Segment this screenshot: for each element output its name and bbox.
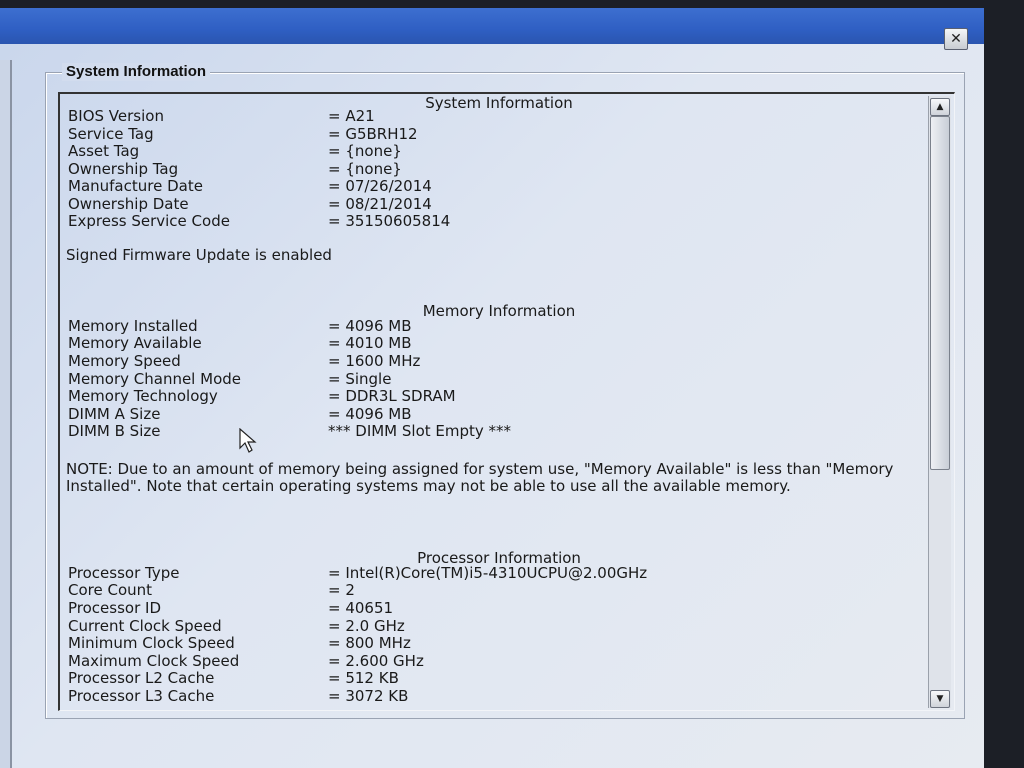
groupbox-title: System Information (62, 63, 210, 81)
section-title-memory: Memory Information (422, 302, 576, 320)
close-button[interactable] (944, 28, 968, 50)
scroll-up-arrow-icon: ▲ (936, 102, 944, 112)
section-title-system: System Information (425, 94, 573, 112)
scroll-down-button[interactable] (930, 690, 950, 708)
scrollbar-thumb[interactable] (930, 116, 950, 470)
scroll-up-button[interactable] (930, 98, 950, 116)
window-titlebar (0, 8, 984, 44)
navigation-pane-edge[interactable] (0, 60, 12, 768)
memory-note: NOTE: Due to an amount of memory being assigned for system use, "Memory Available" is less than "Memory Installed". Note that certain operating systems may not be able to use all the available memory. (66, 460, 894, 495)
section-title-processor: Processor Information (417, 549, 581, 567)
mouse-pointer-icon (238, 428, 258, 454)
firmware-update-status: Signed Firmware Update is enabled (66, 246, 332, 264)
close-icon: ✕ (950, 31, 962, 47)
info-content: System Information BIOS Version = A21 Service Tag = G5BRH12 Asset Tag = {none} Ownership Tag = {none} Manufacture Date = 07/26/2014 Ownership Date = 08/21/2014 Express Service Code = 35150605814 Signed Firmware Update is enabled Memory Information Memory Installed = 4096 MB Memory Available = 4010 MB Memory Speed = 1600 MHz Memory Channel Mode = Single Memory Technology = DDR3L SDRAM DIMM A Size = 4096 MB DIMM B Size *** DIMM Slot Empty *** NOTE: Due to an amount of memory being assigned for system use, "Memory Available" is less than "Memory Installed". Note that certain operating systems may not be able to use all the available memory. Processor Information Processor Type = Intel(R)Core(TM)i5-4310UCPU@2.00GHz Core Count = 2 Processor ID = 40651 Current Clock Speed = 2.0 GHz Minimum Clock Speed = 800 MHz Maximum Clock Speed = 2.600 GHz Processor L2 Cache = 512 KB Processor L3 Cache = 3072 KB (64, 94, 926, 706)
scroll-down-arrow-icon: ▼ (936, 694, 944, 704)
